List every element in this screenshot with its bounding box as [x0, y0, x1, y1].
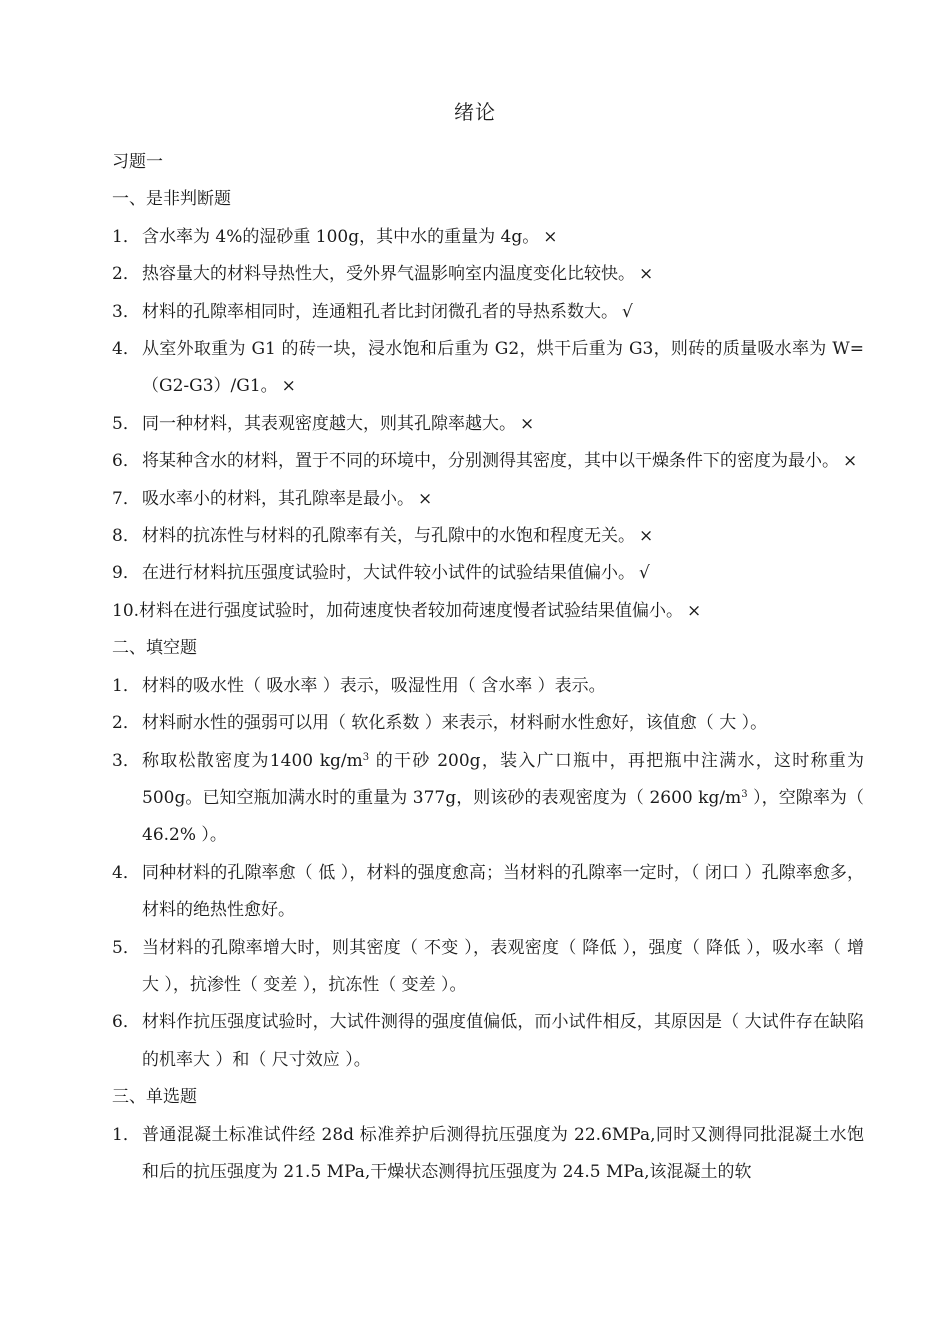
question-number: 2． — [112, 713, 140, 734]
page-title: 绪论 — [454, 100, 496, 124]
question-text: 材料的抗冻性与材料的孔隙率有关，与孔隙中的水饱和程度无关。 — [142, 526, 635, 547]
question-text: 材料的吸水性（ 吸水率 ）表示，吸湿性用（ 含水率 ）表示。 — [142, 675, 606, 696]
answer-mark: × — [520, 413, 535, 434]
question-item — [112, 518, 864, 555]
question-text: 当材料的孔隙率增大时，则其密度（ 不变 ），表观密度（ 降低 ），强度（ 降低 ），吸水率（ 增大 ），抗渗性（ 变差 ），抗冻性（ 变差 ）。 — [142, 937, 864, 995]
section-heading-fill-blank: 二、填空题 — [112, 638, 197, 659]
question-number: 4． — [112, 339, 140, 360]
question-text: 热容量大的材料导热性大，受外界气温影响室内温度变化比较快。 — [142, 264, 635, 285]
question-item — [112, 443, 864, 480]
question-item — [112, 1117, 864, 1192]
question-number: 3． — [112, 301, 140, 322]
document-body — [112, 144, 864, 1191]
question-item — [112, 555, 864, 592]
question-number: 5． — [112, 937, 140, 958]
question-item — [112, 668, 864, 705]
question-item — [112, 930, 864, 1005]
question-text: 含水率为 4%的湿砂重 100g，其中水的重量为 4g。 — [142, 226, 540, 247]
question-number: 1． — [112, 675, 140, 696]
answer-mark: × — [281, 376, 296, 397]
question-item — [112, 705, 864, 742]
question-number: 6． — [112, 1012, 140, 1033]
question-text: 普通混凝土标准试件经 28d 标准养护后测得抗压强度为 22.6MPa,同时又测得同批混凝土水饱和后的抗压强度为 21.5 MPa,干燥状态测得抗压强度为 24.5 MPa,该混凝土的软 — [142, 1124, 864, 1182]
question-text: 同一种材料，其表观密度越大，则其孔隙率越大。 — [142, 413, 516, 434]
question-text-part: 的干砂 200g，装入广口瓶中，再把瓶中注满水，这时称重为 500g。已知空瓶加满水时的重量为 377g，则该砂的表观密度为（ 2600 kg/m — [142, 750, 864, 808]
answer-mark: × — [639, 264, 654, 285]
superscript: 3 — [362, 751, 370, 763]
question-item — [112, 294, 864, 331]
question-item — [112, 593, 864, 630]
question-item — [112, 855, 864, 930]
question-text: 材料耐水性的强弱可以用（ 软化系数 ）来表示，材料耐水性愈好，该值愈（ 大 ）。 — [142, 713, 768, 734]
answer-mark: × — [639, 526, 654, 547]
question-number: 4． — [112, 862, 140, 883]
answer-mark: × — [687, 600, 702, 621]
question-text: 将某种含水的材料，置于不同的环境中，分别测得其密度，其中以干燥条件下的密度为最小。 — [142, 451, 839, 472]
question-number: 3． — [112, 750, 140, 771]
question-text-part: ），空隙率为（ 46.2% ）。 — [142, 787, 864, 846]
question-text: 材料作抗压强度试验时，大试件测得的强度值偏低，而小试件相反，其原因是（ 大试件存在缺陷的机率大 ）和（ 尺寸效应 ）。 — [142, 1012, 864, 1070]
question-number: 8． — [112, 526, 140, 547]
question-text-part: 称取松散密度为1400 kg/m — [142, 750, 363, 771]
question-text: 材料在进行强度试验时，加荷速度快者较加荷速度慢者试验结果值偏小。 — [139, 600, 684, 621]
question-text: 吸水率小的材料，其孔隙率是最小。 — [142, 488, 414, 509]
question-number: 7． — [112, 488, 140, 509]
answer-mark: × — [843, 451, 858, 472]
question-number: 1． — [112, 1124, 140, 1145]
question-item — [112, 406, 864, 443]
question-item — [112, 743, 864, 855]
superscript: 3 — [741, 788, 748, 800]
question-number: 2． — [112, 264, 140, 285]
question-text: 在进行材料抗压强度试验时，大试件较小试件的试验结果值偏小。 — [142, 563, 635, 584]
exercise-label: 习题一 — [112, 152, 163, 172]
question-item — [112, 1004, 864, 1079]
question-number: 5． — [112, 413, 140, 434]
answer-mark: × — [418, 488, 433, 509]
question-item — [112, 219, 864, 256]
question-text: 材料的孔隙率相同时，连通粗孔者比封闭微孔者的导热系数大。 — [142, 301, 618, 322]
answer-mark: × — [543, 226, 558, 247]
question-number: 10. — [112, 600, 140, 621]
question-item — [112, 256, 864, 293]
question-item — [112, 481, 864, 518]
question-item — [112, 331, 864, 406]
question-number: 6． — [112, 451, 140, 472]
question-number: 1． — [112, 226, 140, 247]
answer-mark: √ — [639, 563, 650, 584]
question-number: 9． — [112, 563, 140, 584]
question-text: 从室外取重为 G1 的砖一块，浸水饱和后重为 G2，烘干后重为 G3，则砖的质量吸水率为 W=（G2-G3）/G1。 — [142, 339, 864, 397]
section-heading-true-false: 一、是非判断题 — [112, 189, 231, 210]
answer-mark: √ — [622, 301, 633, 322]
question-text: 同种材料的孔隙率愈（ 低 ），材料的强度愈高；当材料的孔隙率一定时，（ 闭口 ）孔隙率愈多，材料的绝热性愈好。 — [142, 862, 864, 921]
section-heading-single-choice: 三、单选题 — [112, 1087, 197, 1108]
